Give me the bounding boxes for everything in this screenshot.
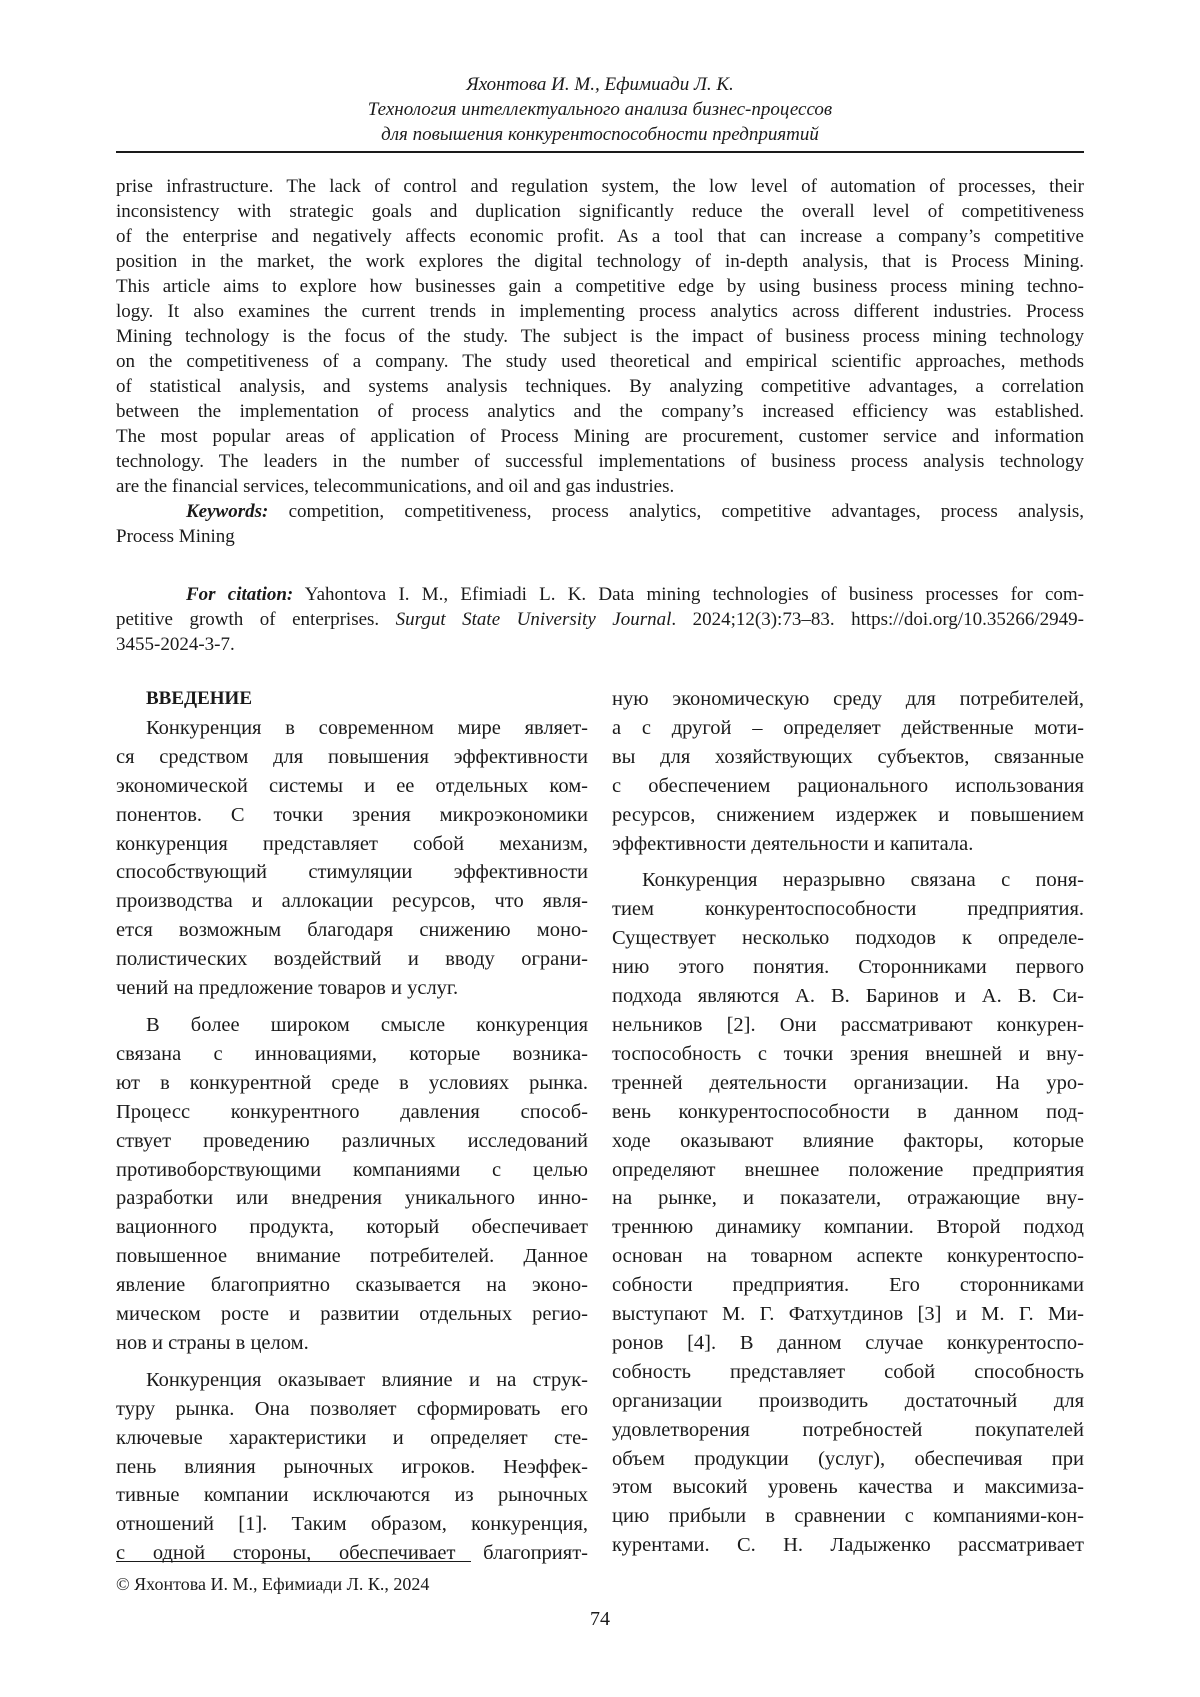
header-divider bbox=[116, 151, 1084, 153]
citation-doi-tail: 3455-2024-3-7. bbox=[116, 634, 235, 655]
running-head-authors: Яхонтова И. М., Ефимиади Л. К. bbox=[466, 74, 734, 95]
text-line: inconsistency with strategic goals and duplication significantly reduce the overall level of competitiveness bbox=[116, 201, 1084, 222]
keywords-text-line2: Process Mining bbox=[116, 526, 235, 547]
text-line: ронов [4]. В данном случае конкурентоспо- bbox=[612, 1331, 1084, 1354]
text-line: полистических воздействий и вводу ограни- bbox=[116, 948, 588, 971]
text-line: position in the market, the work explores the digital technology of in-depth analysis, that is Process Mining. bbox=[116, 251, 1084, 272]
text-line: выступают М. Г. Фатхутдинов [3] и М. Г. Ми- bbox=[612, 1303, 1084, 1326]
right-column bbox=[612, 685, 1084, 1560]
text-line: собность представляет собой способность bbox=[612, 1360, 1084, 1383]
abstract bbox=[116, 174, 1084, 549]
text-line: объем продукции (услуг), обеспечивая при bbox=[612, 1447, 1084, 1470]
text-line: prise infrastructure. The lack of control and regulation system, the low level of automation of processes, their bbox=[116, 176, 1084, 197]
paragraph bbox=[612, 866, 1084, 1560]
text-line: ходе оказывают влияние факторы, которые bbox=[612, 1129, 1084, 1152]
citation-label: For citation: bbox=[186, 584, 294, 605]
text-line: цию прибыли в сравнении с компаниями-кон- bbox=[612, 1505, 1084, 1528]
text-line: с одной стороны, обеспечивает благоприят- bbox=[116, 1542, 588, 1565]
text-line: туру рынка. Она позволяет сформировать его bbox=[116, 1397, 588, 1420]
text-line: тоспособность с точки зрения внешней и вну- bbox=[612, 1042, 1084, 1065]
paragraph-gap bbox=[116, 1358, 588, 1366]
text-line: эффективности деятельности и капитала. bbox=[612, 832, 974, 855]
text-line: тренней деятельности организации. На уро- bbox=[612, 1071, 1084, 1094]
text-line: are the financial services, telecommunications, and oil and gas industries. bbox=[116, 476, 675, 497]
paragraph-gap bbox=[116, 1003, 588, 1011]
footnote-divider bbox=[116, 1561, 471, 1562]
text-line: основан на товарном аспекте конкурентоспо- bbox=[612, 1245, 1084, 1268]
text-line: on the competitiveness of a company. The study used theoretical and empirical scientific approaches, methods bbox=[116, 351, 1084, 372]
page-number: 74 bbox=[590, 1608, 610, 1630]
text-line: ресурсов, снижением издержек и повышением bbox=[612, 803, 1084, 826]
text-line: пень влияния рыночных игроков. Неэффек- bbox=[116, 1455, 588, 1478]
text-line: экономической системы и ее отдельных ком- bbox=[116, 774, 588, 797]
running-head bbox=[116, 72, 1084, 147]
left-column bbox=[116, 685, 588, 1568]
text-line: ется возможным благодаря снижению моно- bbox=[116, 919, 588, 942]
text-line: понентов. С точки зрения микроэкономики bbox=[116, 803, 588, 826]
keywords-text-line1: competition, competitiveness, process analytics, competitive advantages, process analysis, bbox=[268, 501, 1084, 522]
text-line: В более широком смысле конкуренция bbox=[146, 1013, 588, 1036]
citation-text-line1: Yahontova I. M., Efimiadi L. K. Data mining technologies of business processes for com- bbox=[293, 584, 1084, 605]
text-line: Конкуренция неразрывно связана с поня- bbox=[642, 869, 1084, 892]
text-line: определяют внешнее положение предприятия bbox=[612, 1158, 1084, 1181]
text-line: logy. It also examines the current trends in implementing process analytics across different industries. Process bbox=[116, 301, 1084, 322]
citation-block bbox=[116, 582, 1084, 657]
left-column-body bbox=[116, 714, 588, 1568]
text-line: треннюю динамику компании. Второй подход bbox=[612, 1216, 1084, 1239]
text-line: мическом росте и развитии отдельных регио- bbox=[116, 1303, 588, 1326]
text-line: вень конкурентоспособности в данном под- bbox=[612, 1100, 1084, 1123]
text-line: связана с инновациями, которые возника- bbox=[116, 1042, 588, 1065]
text-line: This article aims to explore how businesses gain a competitive edge by using business process mining techno- bbox=[116, 276, 1084, 297]
text-line: этом высокий уровень качества и максимиза- bbox=[612, 1476, 1084, 1499]
text-line: нию этого понятия. Сторонниками первого bbox=[612, 956, 1084, 979]
paragraph bbox=[116, 714, 588, 1003]
section-heading-introduction: ВВЕДЕНИЕ bbox=[146, 688, 252, 709]
text-line: явление благоприятно сказывается на эконо- bbox=[116, 1274, 588, 1297]
text-line: удовлетворения потребностей покупателей bbox=[612, 1418, 1084, 1441]
text-line: Конкуренция в современном мире являет- bbox=[146, 716, 588, 739]
text-line: between the implementation of process analytics and the company’s increased efficiency was established. bbox=[116, 401, 1084, 422]
text-line: ключевые характеристики и определяет сте- bbox=[116, 1426, 588, 1449]
text-line: организации производить достаточный для bbox=[612, 1389, 1084, 1412]
text-line: тивные компании исключаются из рыночных bbox=[116, 1484, 588, 1507]
text-line: чений на предложение товаров и услуг. bbox=[116, 977, 459, 1000]
text-line: нельников [2]. Они рассматривают конкурен- bbox=[612, 1013, 1084, 1036]
paragraph bbox=[116, 1011, 588, 1358]
text-line: ную экономическую среду для потребителей, bbox=[612, 688, 1084, 710]
text-line: подхода являются А. В. Баринов и А. В. Си- bbox=[612, 985, 1084, 1008]
copyright-notice: © Яхонтова И. М., Ефимиади Л. К., 2024 bbox=[116, 1574, 430, 1594]
text-line: разработки или внедрения уникального инно- bbox=[116, 1187, 588, 1210]
text-line: Существует несколько подходов к определе- bbox=[612, 927, 1084, 950]
citation-text-line2-post: . 2024;12(3):73–83. https://doi.org/10.35266/2949- bbox=[671, 609, 1085, 630]
text-line: Конкуренция оказывает влияние и на струк- bbox=[146, 1368, 588, 1391]
keywords bbox=[116, 499, 1084, 524]
text-line: of the enterprise and negatively affects economic profit. As a tool that can increase a company’s competitive bbox=[116, 226, 1084, 247]
text-line: вы для хозяйствующих субъектов, связанные bbox=[612, 745, 1084, 768]
citation-line1 bbox=[116, 582, 1084, 607]
text-line: повышенное внимание потребителей. Данное bbox=[116, 1245, 588, 1268]
paragraph-gap bbox=[612, 858, 1084, 866]
text-line: противоборствующими компаниями с целью bbox=[116, 1158, 588, 1181]
text-line: с обеспечением рационального использования bbox=[612, 774, 1084, 797]
text-line: собности предприятия. Его сторонниками bbox=[612, 1274, 1084, 1297]
citation-text-line2-pre: petitive growth of enterprises. bbox=[116, 609, 396, 630]
text-line: technology. The leaders in the number of successful implementations of business process analysis technology bbox=[116, 451, 1084, 472]
text-line: ся средством для повышения эффективности bbox=[116, 745, 588, 768]
text-line: нов и страны в целом. bbox=[116, 1331, 309, 1354]
text-line: ют в конкурентной среде в условиях рынка. bbox=[116, 1071, 588, 1094]
text-line: of statistical analysis, and systems analysis techniques. By analyzing competitive advantages, a correlation bbox=[116, 376, 1084, 397]
running-head-title-line1: Технология интеллектуального анализа бизнес-процессов bbox=[367, 99, 833, 120]
text-line: тием конкурентоспособности предприятия. bbox=[612, 898, 1084, 921]
right-column-body bbox=[612, 685, 1084, 1560]
text-line: производства и аллокации ресурсов, что явля- bbox=[116, 890, 588, 913]
text-line: Mining technology is the focus of the study. The subject is the impact of business process mining technology bbox=[116, 326, 1084, 347]
text-line: ствует проведению различных исследований bbox=[116, 1129, 588, 1152]
running-head-title-line2: для повышения конкурентоспособности предприятий bbox=[381, 124, 819, 145]
citation-line2 bbox=[116, 607, 1084, 632]
text-line: The most popular areas of application of Process Mining are procurement, customer service and information bbox=[116, 426, 1084, 447]
text-line: отношений [1]. Таким образом, конкуренция, bbox=[116, 1513, 588, 1536]
text-line: конкуренция представляет собой механизм, bbox=[116, 832, 588, 855]
paragraph bbox=[612, 685, 1084, 858]
text-line: вационного продукта, который обеспечивает bbox=[116, 1216, 588, 1239]
abstract-body bbox=[116, 174, 1084, 499]
paragraph bbox=[116, 1366, 588, 1568]
text-line: курентами. С. Н. Ладыженко рассматривает bbox=[612, 1534, 1084, 1557]
text-line: Процесс конкурентного давления способ- bbox=[116, 1100, 588, 1123]
citation-journal: Surgut State University Journal bbox=[395, 609, 672, 630]
text-line: на рынке, и показатели, отражающие вну- bbox=[612, 1187, 1084, 1210]
text-line: а с другой – определяет действенные моти- bbox=[612, 716, 1084, 739]
text-line: способствующий стимуляции эффективности bbox=[116, 861, 588, 884]
keywords-label: Keywords: bbox=[186, 501, 269, 522]
